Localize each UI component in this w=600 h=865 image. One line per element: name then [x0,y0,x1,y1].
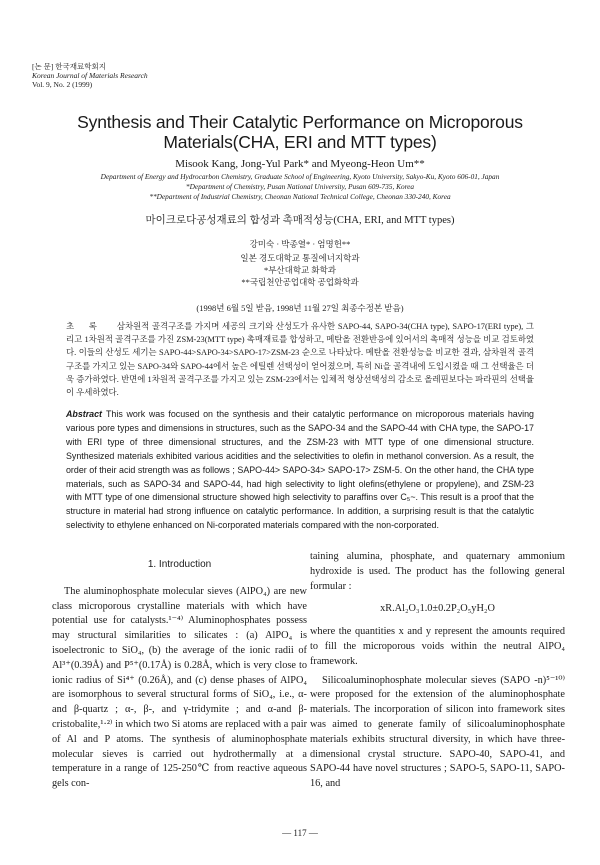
journal-header-korean: [논 문] 한국재료학회지 [32,62,106,71]
page-number: — 117 — [282,828,318,838]
authors: Misook Kang, Jong-Yul Park* and Myeong-Heon Um** [175,158,425,170]
paper-title-line-1: Synthesis and Their Catalytic Performance on Microporous [77,112,523,132]
affiliation-2: *Department of Chemistry, Pusan National University, Pusan 609-735, Korea [185,182,415,191]
journal-header [32,62,148,89]
korean-abstract-text: 삼차원적 골격구조를 가지며 세공의 크기와 산성도가 유사한 SAPO-44, SAPO-34(CHA type), SAPO-17(ERI type), 그리고 1차원적 골격구조를 가진 ZSM-23(MTT type) 촉매재료를 합성하고, 메탄올 전환반응에 있어서의 촉매적 성능을 비교 검토하였다. 이들의 산성도 세기는 SAPO-44>SAPO-34>SAPO-17>ZSM-23 순으로 나타났다. 메탄올 전환성능을 비교한 결과, 삼차원적 골격구조를 가지고 있는 SAPO-34와 SAPO-44에서 높은 에틸렌 선택성이 얻어졌으며, 특히 Ni을 골격내에 도입시켰을 때 그 선택율은 더욱 증가하였다. 반면에 1차원적 골격구조를 가지고 있는 ZSM-23에서는 입체적 형상선택성의 감소로 올레핀보다는 파라핀의 선택율이 우세하였다. [66,322,534,398]
affiliation-3: **Department of Industrial Chemistry, Cheonan National Technical College, Cheonan 330-240, Korea [149,192,451,201]
intro-paragraph-3: Silicoaluminophosphate molecular sieves (SAPO -n)⁵⁻¹⁰⁾ were proposed for the extension of the aluminophosphate materials. The incorporation of silicon into framework sites was aimed to generate family of silicoaluminophosphate materials exhibits structural diversity, in which have three-dimensional crystal structure. SAPO-40, SAPO-41, and SAPO-44 have novel structures ; SAPO-5, SAPO-11, SAPO-16, and [310,674,565,790]
korean-authors: 강미숙 · 박종열* · 엄명헌** [249,239,351,249]
affiliation-1: Department of Energy and Hydrocarbon Chemistry, Graduate School of Engineering, Kyoto University, Sakyo-Ku, Kyoto 606-01, Japan [100,172,500,181]
abstract [66,408,534,533]
paper-title-line-2: Materials(CHA, ERI and MTT types) [163,132,437,152]
korean-abstract-label: 초 록 [66,322,103,331]
intro-paragraph-1: The aluminophosphate molecular sieves (AlPO₄) are new class microporous crystalline materials with which have potential use for catalysts.¹⁻⁴⁾ Aluminophosphates possess may structural similarities to silicates : (a) AlPO₄ is isoelectronic to SiO₄, (b) the average of the ionic radii of Al³⁺(0.39Å) and P⁵⁺(0.17Å) is 0.28Å, which is very close to ionic radius of Si⁴⁺ (0.26Å), and (c) dense phases of AlPO₄ are isomorphous to several structural forms of SiO₄, i.e., α-and β-quartz ; α-, β-, and γ-tridymite ; and α-and β-cristobalite,¹·²⁾ in which two Si atoms are replaced with a pair of Al and P atoms. The synthesis of aluminophosphate molecular sieves is carried out hydrothermally at a temperature in a range of 125-250℃ from reactive aqueous gels con- [52,585,307,790]
left-column [52,550,307,792]
korean-title: 마이크로다공성재료의 합성과 촉매적성능(CHA, ERI, and MTT types) [145,215,455,226]
right-column [310,550,565,792]
korean-affiliation-1: 일본 경도대학교 통질에너지학과 [240,253,360,263]
korean-affiliation-3: **국립천안공업대학 공업화학과 [241,277,359,287]
abstract-text: This work was focused on the synthesis and their catalytic performance on microporous materials having various pore types and dimensions in structures, such as the SAPO-34 and the SAPO-44 with CHA type, the SAPO-17 with ERI type of three dimensional structures, and the ZSM-23 with MTT type of one dimensional structure. Synthesized materials exhibited various acidities and the selectivities to olefin in methanol conversion. As a result, the order of their acid strength was as follows ; SAPO-44> SAPO-34> SAPO-17> ZSM-5. On the other hand, the CHA type materials, such as SAPO-34 and SAPO-44, had high selectivity to light olefins(ethylene or propylene), and ZSM-23 with MTT type of one dimensional structure showed high selectivity to paraffins over C₅~. This result is a proof that the structure in material had strong influence on catalytic performance. In addition, a surprising result is that the catalytic selectivity to ethylene enhanced on Ni-corporated materials compared with the non-corporated. [66,409,534,531]
abstract-label: Abstract [66,409,103,419]
intro-paragraph-2: where the quantities x and y represent the amounts required to fill the microporous voids within the neutral AlPO₄ framework. [310,626,565,667]
journal-header-english: Korean Journal of Materials Research [32,71,148,80]
korean-abstract [66,320,534,399]
korean-affiliation-2: *부산대학교 화학과 [263,265,337,275]
received-dates: (1998년 6월 5일 받음, 1998년 11월 27일 최종수정본 받음) [196,303,404,313]
formula: xR.Al₂O₃1.0±0.2P₂O₅yH₂O [380,603,495,615]
intro-paragraph-cont: taining alumina, phosphate, and quaternary ammonium hydroxide is used. The product has the following general formular : [310,551,565,592]
section-heading: 1. Introduction [147,559,212,570]
journal-volume: Vol. 9, No. 2 (1999) [32,80,93,89]
